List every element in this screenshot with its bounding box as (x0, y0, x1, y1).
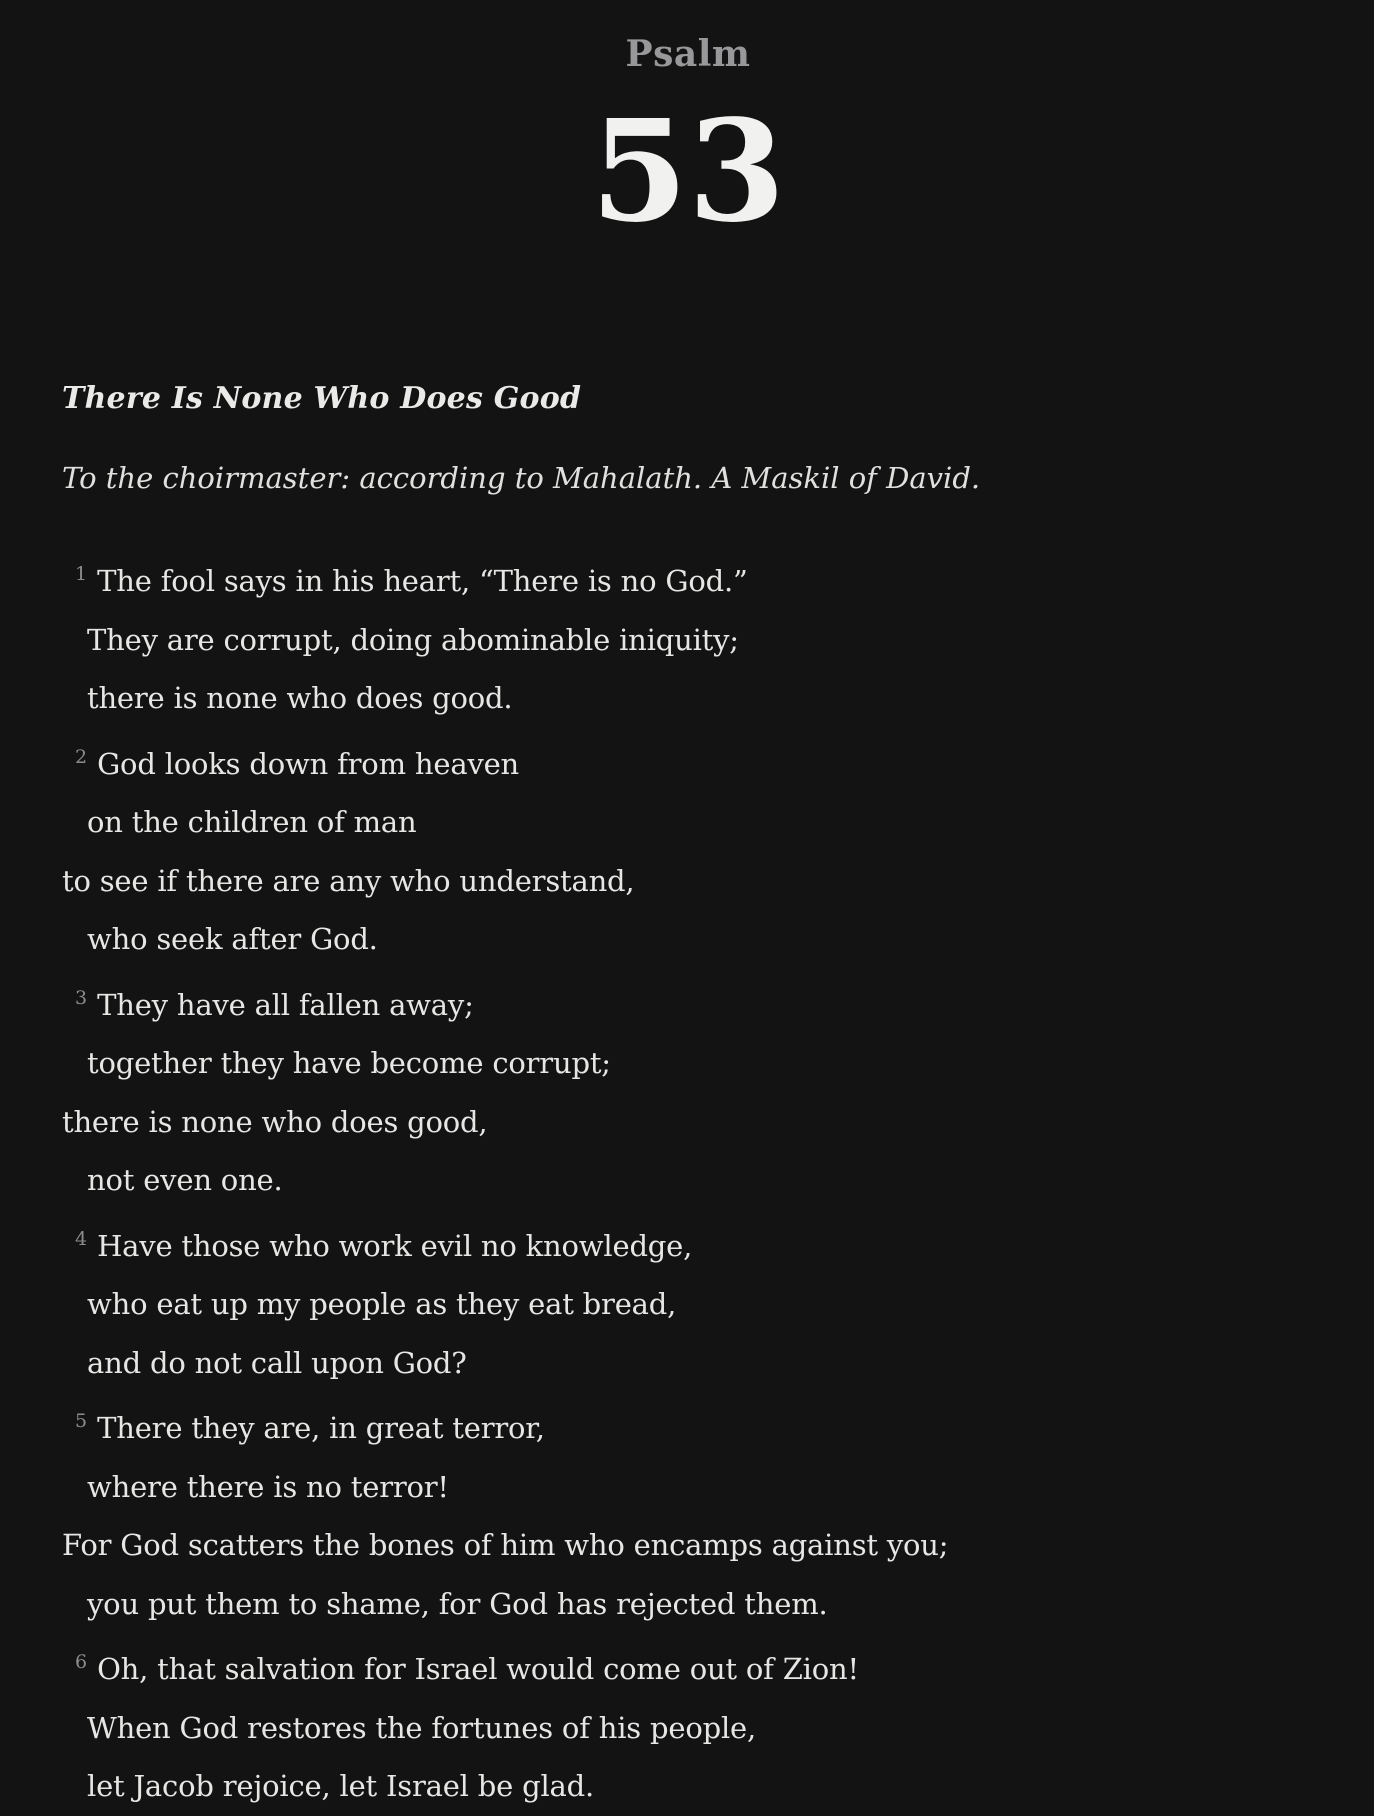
verse-number: 6 (75, 1651, 88, 1673)
poetry-line[interactable] (62, 1575, 1314, 1634)
book-label: Psalm (625, 33, 751, 75)
psalm-superscription: To the choirmaster: according to Mahalath. A Maskil of David. (62, 461, 981, 495)
passage (62, 380, 1314, 1816)
verse-text: For God scatters the bones of him who encamps against you; (62, 1528, 949, 1562)
verse-text: you put them to shame, for God has rejected them. (87, 1586, 828, 1621)
poetry-line[interactable] (62, 1392, 1314, 1458)
chapter-number: 53 (590, 90, 786, 254)
chapter-header (62, 32, 1314, 252)
verse-text: who eat up my people as they eat bread, (87, 1287, 677, 1321)
verse-text: not even one. (87, 1163, 283, 1197)
verse-text: who seek after God. (87, 922, 378, 956)
poetry-line[interactable] (62, 1034, 1314, 1093)
verse-number: 1 (75, 563, 88, 585)
verse-number: 3 (75, 986, 88, 1009)
poetry-line[interactable] (62, 545, 1314, 611)
verse-number: 5 (75, 1410, 88, 1432)
poetry-line[interactable] (62, 1516, 1314, 1575)
poetry-line[interactable] (62, 669, 1314, 728)
poetry-line[interactable] (62, 1334, 1314, 1393)
poetry-line[interactable] (62, 1151, 1314, 1210)
verse-text: God looks down from heaven (97, 746, 520, 781)
poetry-block (62, 545, 1314, 1816)
verse-text: where there is no terror! (87, 1469, 449, 1504)
section-heading: There Is None Who Does Good (62, 381, 582, 416)
poetry-line[interactable] (62, 1093, 1314, 1152)
verse-text: When God restores the fortunes of his people, (87, 1710, 757, 1745)
poetry-line[interactable] (62, 1458, 1314, 1517)
verse-text: Oh, that salvation for Israel would come out of Zion! (97, 1652, 859, 1686)
verse-text: There they are, in great terror, (97, 1411, 545, 1445)
poetry-line[interactable] (62, 910, 1314, 969)
poetry-line[interactable] (62, 793, 1314, 852)
verse-text: together they have become corrupt; (87, 1046, 611, 1080)
verse-number: 4 (75, 1227, 88, 1250)
poetry-line[interactable] (62, 1210, 1314, 1276)
poetry-line[interactable] (62, 1699, 1314, 1758)
verse-text: there is none who does good, (62, 1104, 488, 1139)
verse-text: Have those who work evil no knowledge, (97, 1228, 693, 1263)
poetry-line[interactable] (62, 1757, 1314, 1816)
verse-text: and do not call upon God? (87, 1345, 467, 1380)
verse-text: They are corrupt, doing abominable iniquity; (87, 622, 739, 657)
verse-text: They have all fallen away; (97, 987, 474, 1022)
poetry-line[interactable] (62, 852, 1314, 911)
verse-text: The fool says in his heart, “There is no God.” (97, 564, 748, 598)
poetry-line[interactable] (62, 1275, 1314, 1334)
poetry-line[interactable] (62, 728, 1314, 794)
verse-text: on the children of man (87, 805, 417, 839)
verse-text: let Jacob rejoice, let Israel be glad. (87, 1769, 595, 1803)
verse-text: there is none who does good. (87, 681, 513, 715)
poetry-line[interactable] (62, 969, 1314, 1035)
verse-number: 2 (75, 745, 88, 768)
poetry-line[interactable] (62, 1633, 1314, 1699)
poetry-line[interactable] (62, 611, 1314, 670)
verse-text: to see if there are any who understand, (62, 863, 635, 898)
